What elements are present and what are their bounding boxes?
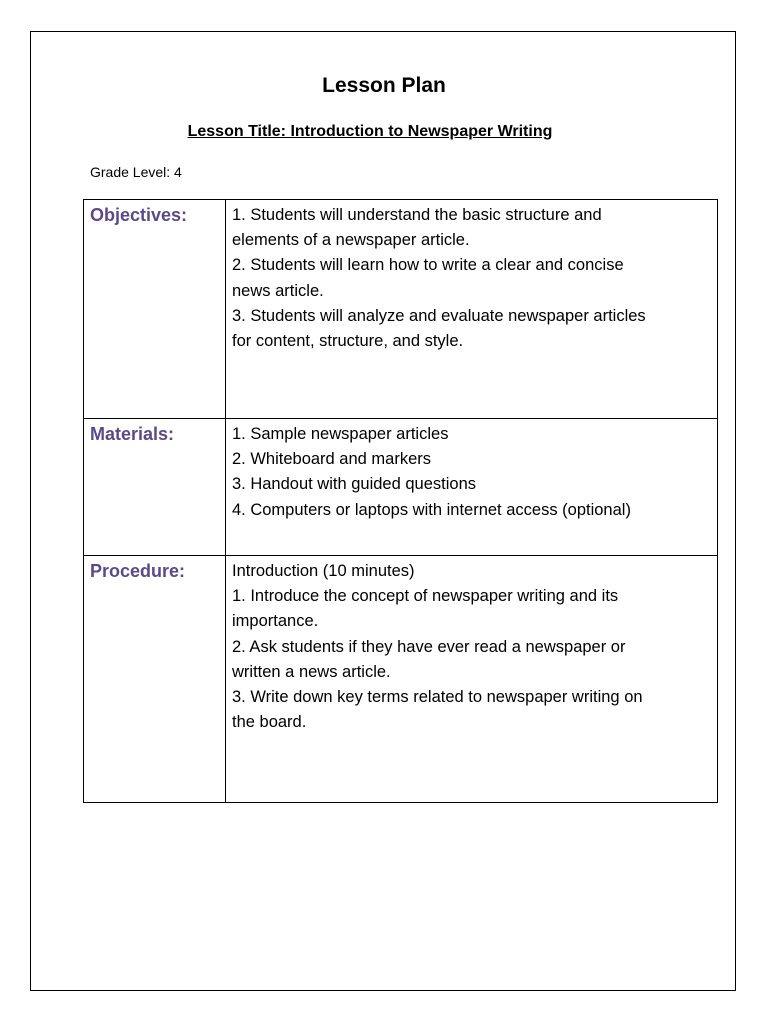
lesson-title: Lesson Title: Introduction to Newspaper Writing	[187, 123, 553, 140]
objectives-label: Objectives:	[84, 200, 226, 419]
objectives-content	[226, 200, 718, 419]
objectives-line: 1. Students will understand the basic structure and	[232, 206, 602, 224]
objectives-line: 3. Students will analyze and evaluate newspaper articles	[232, 306, 646, 325]
procedure-line: importance.	[232, 612, 319, 631]
procedure-line: written a news article.	[232, 662, 391, 681]
document-title: Lesson Plan	[322, 74, 446, 97]
procedure-line: 3. Write down key terms related to newspaper writing on	[232, 688, 643, 707]
procedure-line: 1. Introduce the concept of newspaper writing and its	[232, 587, 619, 606]
objectives-line: news article.	[232, 281, 324, 300]
materials-content	[226, 419, 718, 556]
objectives-row	[84, 200, 718, 419]
objectives-line: 2. Students will learn how to write a clear and concise	[232, 256, 624, 275]
materials-line: 1. Sample newspaper articles	[232, 425, 449, 443]
materials-line: 4. Computers or laptops with internet access (optional)	[232, 500, 631, 519]
objectives-line: elements of a newspaper article.	[232, 231, 470, 250]
objectives-line: for content, structure, and style.	[232, 332, 464, 351]
procedure-line: the board.	[232, 713, 307, 732]
materials-line: 2. Whiteboard and markers	[232, 450, 432, 469]
materials-row	[84, 419, 718, 556]
materials-label: Materials:	[84, 419, 226, 556]
procedure-content	[226, 556, 718, 803]
procedure-line: 2. Ask students if they have ever read a newspaper or	[232, 637, 626, 656]
lesson-plan-table	[83, 199, 718, 803]
procedure-line: Introduction (10 minutes)	[232, 562, 415, 580]
procedure-row	[84, 556, 718, 803]
grade-level: Grade Level: 4	[90, 164, 182, 180]
materials-line: 3. Handout with guided questions	[232, 475, 477, 494]
procedure-label: Procedure:	[84, 556, 226, 803]
